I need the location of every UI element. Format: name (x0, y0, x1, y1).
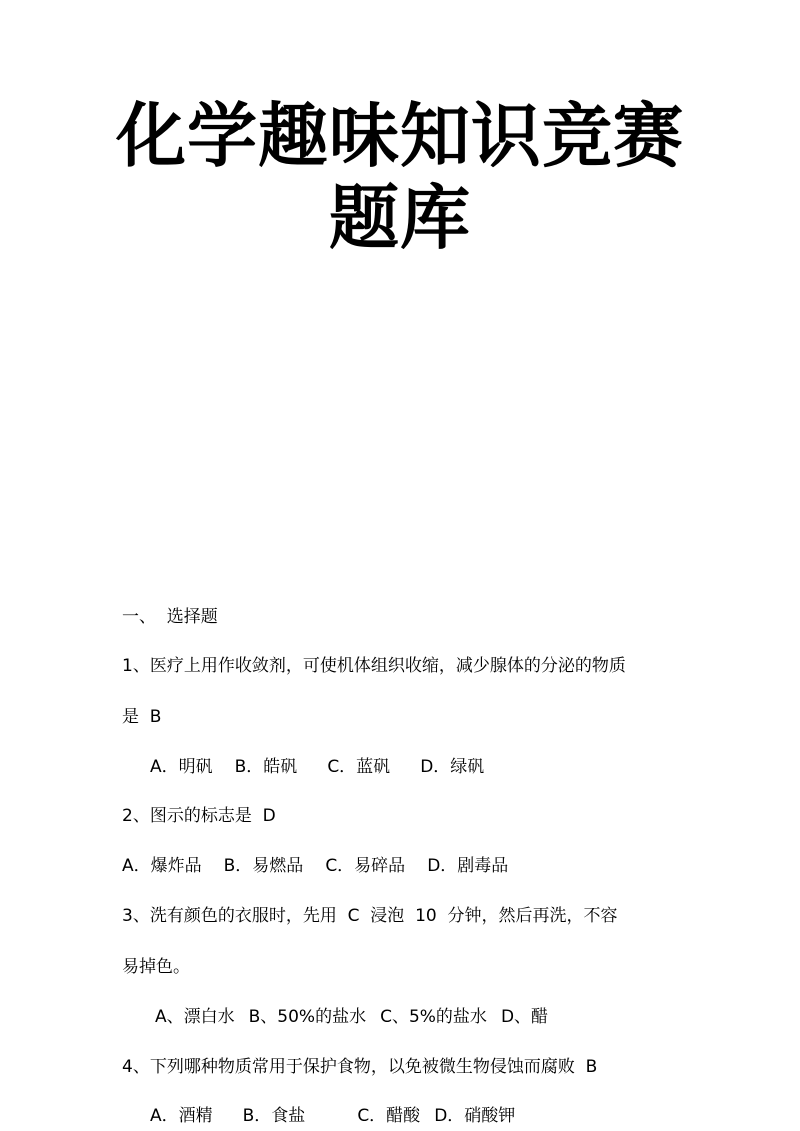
option-b: B．皓矾 (234, 757, 298, 777)
option-b: B．易燃品 (223, 856, 304, 876)
option-d: D．剧毒品 (427, 856, 509, 876)
option-d: D．硝酸钾 (434, 1106, 516, 1126)
question-3-options (155, 1006, 548, 1028)
option-d: D．绿矾 (420, 757, 485, 777)
question-1-text-line-2: 是 B (122, 707, 162, 727)
section-heading: 一、 选择题 (122, 607, 218, 627)
question-2-options (122, 855, 508, 877)
question-3-text-line-1: 3、洗有颜色的衣服时，先用 C 浸泡 10 分钟，然后再洗，不容 (122, 906, 618, 926)
document-title-line-1: 化学趣味知识竞赛 (116, 94, 684, 177)
option-a: A、漂白水 (155, 1007, 235, 1027)
question-2-text: 2、图示的标志是 D (122, 806, 276, 826)
option-a: A．爆炸品 (122, 856, 202, 876)
option-c: C．易碎品 (325, 856, 406, 876)
document-title-line-2: 题库 (329, 176, 471, 259)
option-a: A．明矾 (150, 757, 213, 777)
question-4-options (150, 1105, 515, 1127)
question-1-text-line-1: 1、医疗上用作收敛剂，可使机体组织收缩，减少腺体的分泌的物质 (122, 656, 626, 676)
option-a: A．酒精 (150, 1106, 213, 1126)
option-b: B、50%的盐水 (248, 1007, 367, 1027)
option-b: B．食盐 (242, 1106, 306, 1126)
question-3-text-line-2: 易掉色。 (122, 957, 190, 977)
question-1-options (150, 756, 484, 778)
option-c: C．蓝矾 (327, 757, 391, 777)
option-d: D、醋 (500, 1007, 549, 1027)
option-c: C．醋酸 (357, 1106, 421, 1126)
question-4-text: 4、下列哪种物质常用于保护食物，以免被微生物侵蚀而腐败 B (122, 1057, 598, 1077)
option-c: C、5%的盐水 (380, 1007, 487, 1027)
